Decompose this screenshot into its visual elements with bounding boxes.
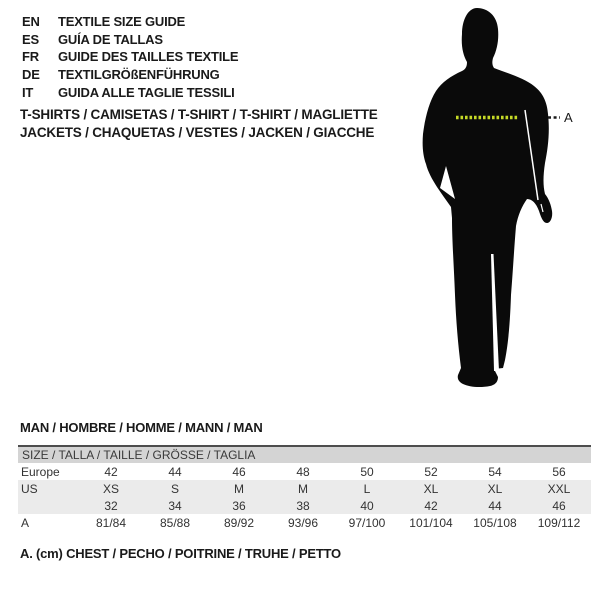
table-cell: 46: [552, 498, 566, 513]
size-table: [18, 445, 591, 531]
language-code: EN: [22, 14, 40, 30]
table-cell: 44: [168, 464, 182, 479]
table-cell: 85/88: [159, 515, 191, 530]
row-label: A: [21, 515, 30, 530]
measurement-footnote: A. (cm) CHEST / PECHO / POITRINE / TRUHE / PETTO: [20, 546, 341, 561]
table-row-chest-a: [18, 514, 591, 531]
language-label: GUIDA ALLE TAGLIE TESSILI: [58, 84, 235, 100]
table-cell: 34: [168, 498, 182, 513]
table-cell: XS: [102, 481, 119, 496]
table-cell: 52: [424, 464, 438, 479]
table-cell: 44: [488, 498, 502, 513]
table-cell: M: [298, 481, 308, 496]
table-cell: 109/112: [537, 515, 581, 530]
table-row-europe: [18, 463, 591, 480]
table-cell: XL: [487, 481, 503, 496]
language-code: ES: [22, 31, 39, 47]
table-cell: L: [363, 481, 371, 496]
table-cell: 36: [232, 498, 246, 513]
measure-label-a: A: [564, 110, 573, 125]
table-cell: 42: [104, 464, 118, 479]
section-title-man: MAN / HOMBRE / HOMME / MANN / MAN: [20, 420, 263, 435]
language-label: TEXTILGRÖßENFÜHRUNG: [58, 67, 220, 83]
table-cell: 50: [360, 464, 374, 479]
table-cell: 54: [488, 464, 502, 479]
product-line-tshirts: T-SHIRTS / CAMISETAS / T-SHIRT / T-SHIRT / MAGLIETTE: [20, 107, 378, 122]
table-cell: 32: [104, 498, 118, 513]
table-cell: 40: [360, 498, 374, 513]
table-cell: 56: [552, 464, 566, 479]
product-line-jackets: JACKETS / CHAQUETAS / VESTES / JACKEN / GIACCHE: [20, 125, 375, 140]
table-row-us: [18, 480, 591, 497]
table-cell: 81/84: [95, 515, 127, 530]
table-cell: 48: [296, 464, 310, 479]
language-code: DE: [22, 67, 40, 83]
table-cell: 38: [296, 498, 310, 513]
table-cell: S: [170, 481, 179, 496]
language-label: GUIDE DES TAILLES TEXTILE: [58, 49, 239, 65]
language-code: FR: [22, 49, 39, 65]
language-code: IT: [22, 84, 34, 100]
table-cell: 105/108: [473, 515, 517, 530]
table-cell: 89/92: [223, 515, 255, 530]
table-cell: XXL: [547, 481, 571, 496]
size-table-header: SIZE / TALLA / TAILLE / GRÖSSE / TAGLIA: [18, 445, 591, 463]
table-cell: 97/100: [348, 515, 386, 530]
table-cell: 46: [232, 464, 246, 479]
table-cell: 101/104: [409, 515, 453, 530]
man-silhouette: [423, 8, 553, 387]
row-label: Europe: [21, 464, 60, 479]
table-cell: 42: [424, 498, 438, 513]
row-label: US: [21, 481, 38, 496]
table-cell: 93/96: [287, 515, 319, 530]
language-label: GUÍA DE TALLAS: [58, 31, 163, 47]
language-label: TEXTILE SIZE GUIDE: [58, 14, 186, 30]
table-cell: XL: [423, 481, 439, 496]
table-row-us-numeric: [18, 497, 591, 514]
table-cell: M: [234, 481, 244, 496]
